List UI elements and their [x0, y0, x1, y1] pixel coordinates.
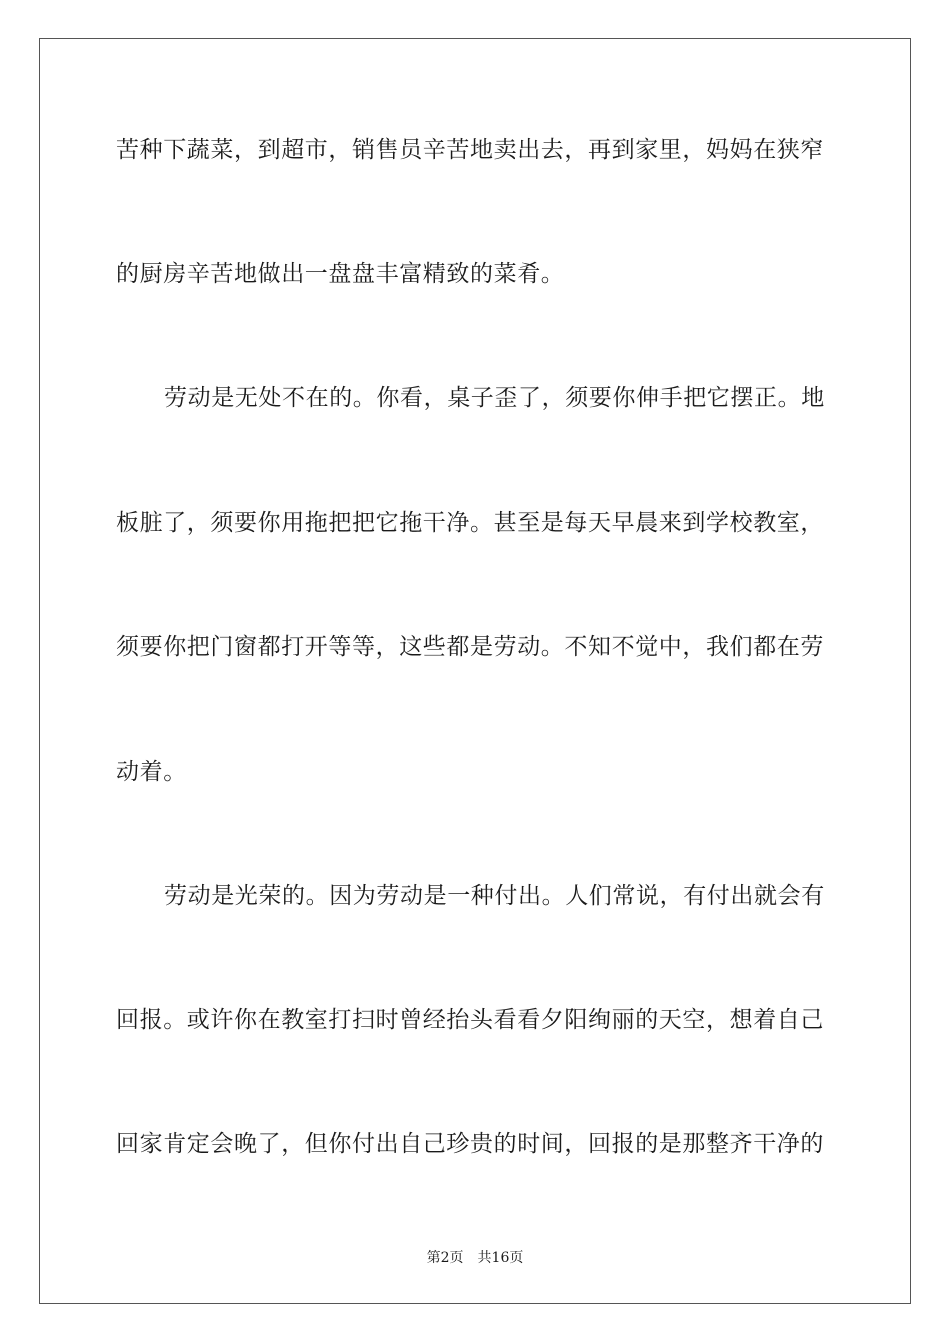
page-number: 第2页 [426, 1250, 464, 1266]
text-line: 的厨房辛苦地做出一盘盘丰富精致的菜肴。 [116, 261, 565, 287]
page-border [39, 38, 911, 1304]
text-line: 须要你把门窗都打开等等，这些都是劳动。不知不觉中，我们都在劳 [116, 634, 824, 660]
text-line: 动着。 [116, 759, 187, 785]
paragraph-start-line: 劳动是光荣的。因为劳动是一种付出。人们常说，有付出就会有 [164, 883, 825, 909]
text-line: 回家肯定会晚了，但你付出自己珍贵的时间，回报的是那整齐干净的 [116, 1131, 824, 1157]
text-line: 回报。或许你在教室打扫时曾经抬头看看夕阳绚丽的天空，想着自己 [116, 1007, 824, 1033]
page-total: 共16页 [477, 1250, 524, 1266]
page-footer [0, 1247, 950, 1267]
text-line: 板脏了，须要你用拖把把它拖干净。甚至是每天早晨来到学校教室， [116, 510, 824, 536]
paragraph-start-line: 劳动是无处不在的。你看，桌子歪了，须要你伸手把它摆正。地 [164, 385, 825, 411]
text-line: 苦种下蔬菜，到超市，销售员辛苦地卖出去，再到家里，妈妈在狭窄 [116, 137, 824, 163]
